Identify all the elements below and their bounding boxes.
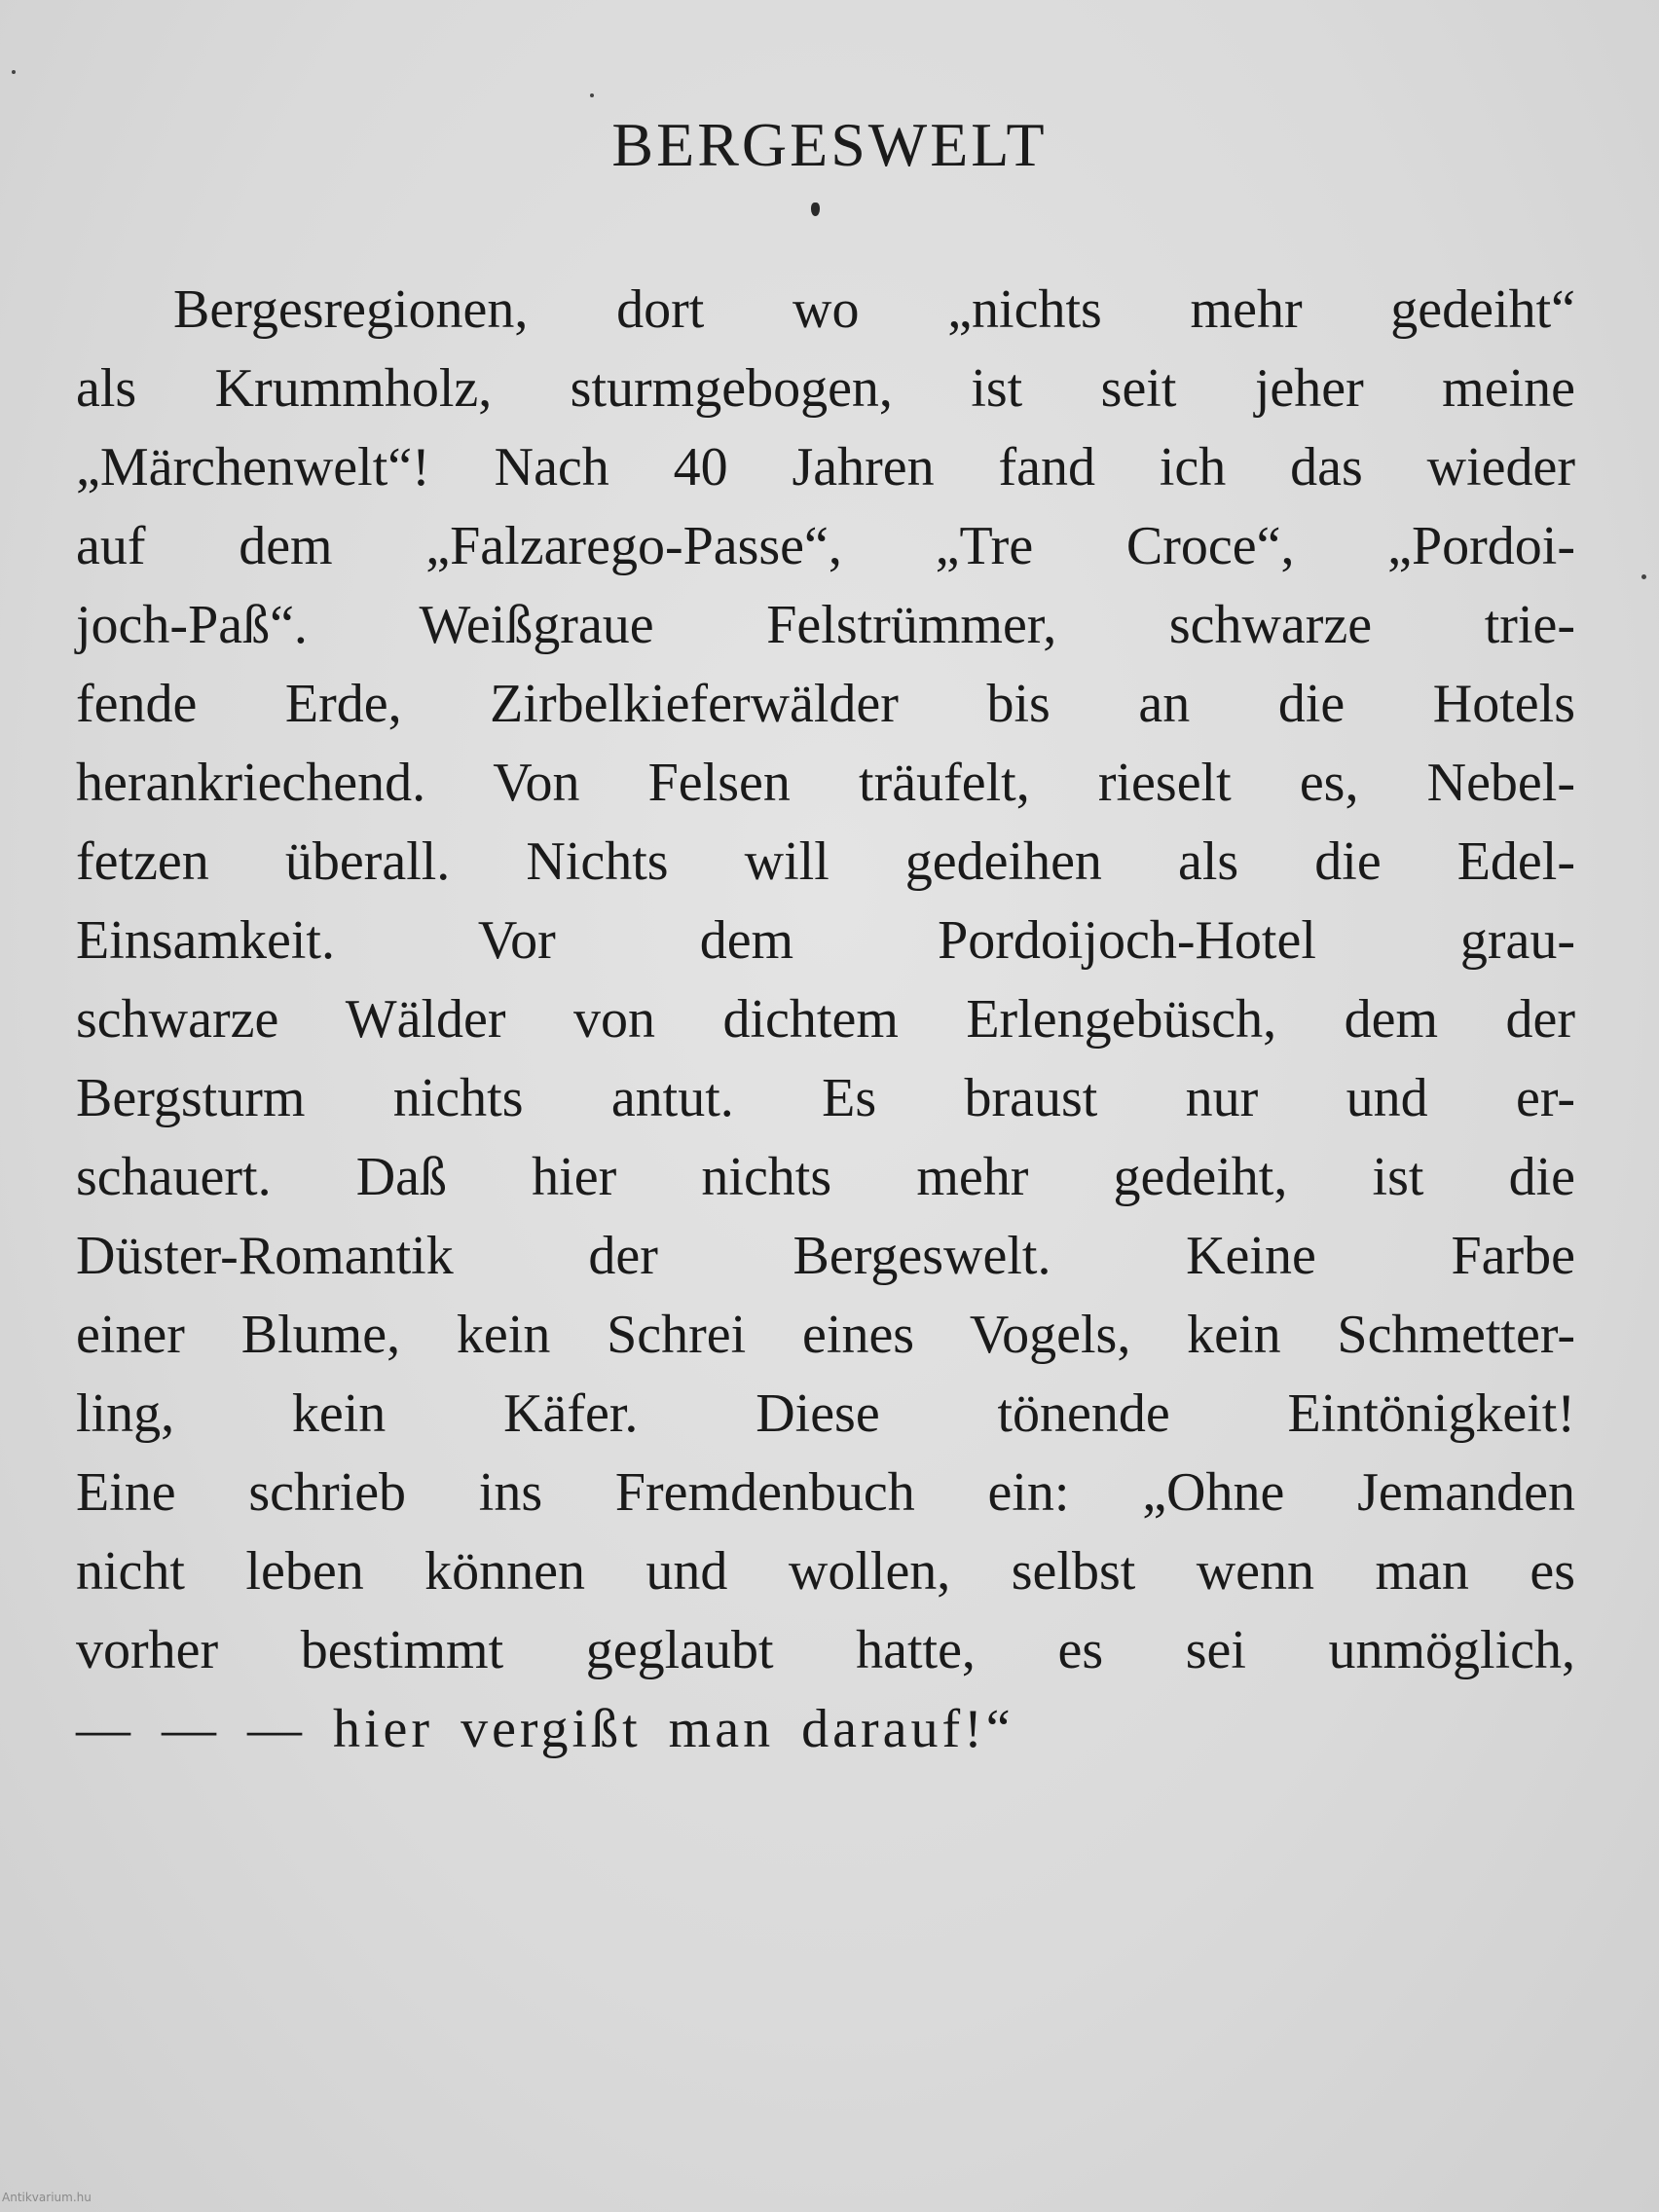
text-line: Bergesregionen, dort wo „nichts mehr gedeiht“ [173, 279, 1575, 340]
text-line: einer Blume, kein Schrei eines Vogels, kein Schmetter- [76, 1305, 1575, 1365]
text-line: schauert. Daß hier nichts mehr gedeiht, ist die [76, 1147, 1575, 1207]
text-line: fende Erde, Zirbelkieferwälder bis an die Hotels [76, 674, 1575, 734]
body-text [76, 271, 1575, 1769]
text-line: herankriechend. Von Felsen träufelt, rieselt es, Nebel- [76, 753, 1575, 813]
text-line: — — — hier vergißt man darauf!“ [76, 1699, 1014, 1759]
text-line: vorher bestimmt geglaubt hatte, es sei unmöglich, [76, 1620, 1575, 1680]
page-title: BERGESWELT [611, 110, 1048, 179]
text-line: „Märchenwelt“! Nach 40 Jahren fand ich das wieder [76, 437, 1575, 498]
text-line: fetzen überall. Nichts will gedeihen als die Edel- [76, 831, 1575, 892]
ornament-mark [811, 203, 820, 216]
speck-mark [1641, 574, 1646, 579]
speck-mark [12, 70, 16, 74]
text-line: auf dem „Falzarego-Passe“, „Tre Croce“, „Pordoi- [76, 516, 1575, 576]
watermark: Antikvarium.hu [2, 2191, 92, 2204]
text-line: nicht leben können und wollen, selbst wenn man es [76, 1541, 1575, 1602]
text-line: Eine schrieb ins Fremdenbuch ein: „Ohne Jemanden [76, 1462, 1575, 1523]
text-line: ling, kein Käfer. Diese tönende Eintönigkeit! [76, 1383, 1575, 1444]
text-line: joch-Paß“. Weißgraue Felstrümmer, schwarze trie- [76, 595, 1575, 655]
text-line: schwarze Wälder von dichtem Erlengebüsch, dem der [76, 989, 1575, 1050]
text-line: Einsamkeit. Vor dem Pordoijoch-Hotel grau- [76, 910, 1575, 971]
text-line: Bergsturm nichts antut. Es braust nur und er- [76, 1068, 1575, 1128]
text-line: Düster-Romantik der Bergeswelt. Keine Farbe [76, 1226, 1575, 1286]
speck-mark [590, 93, 594, 97]
text-line: als Krummholz, sturmgebogen, ist seit jeher meine [76, 358, 1575, 419]
